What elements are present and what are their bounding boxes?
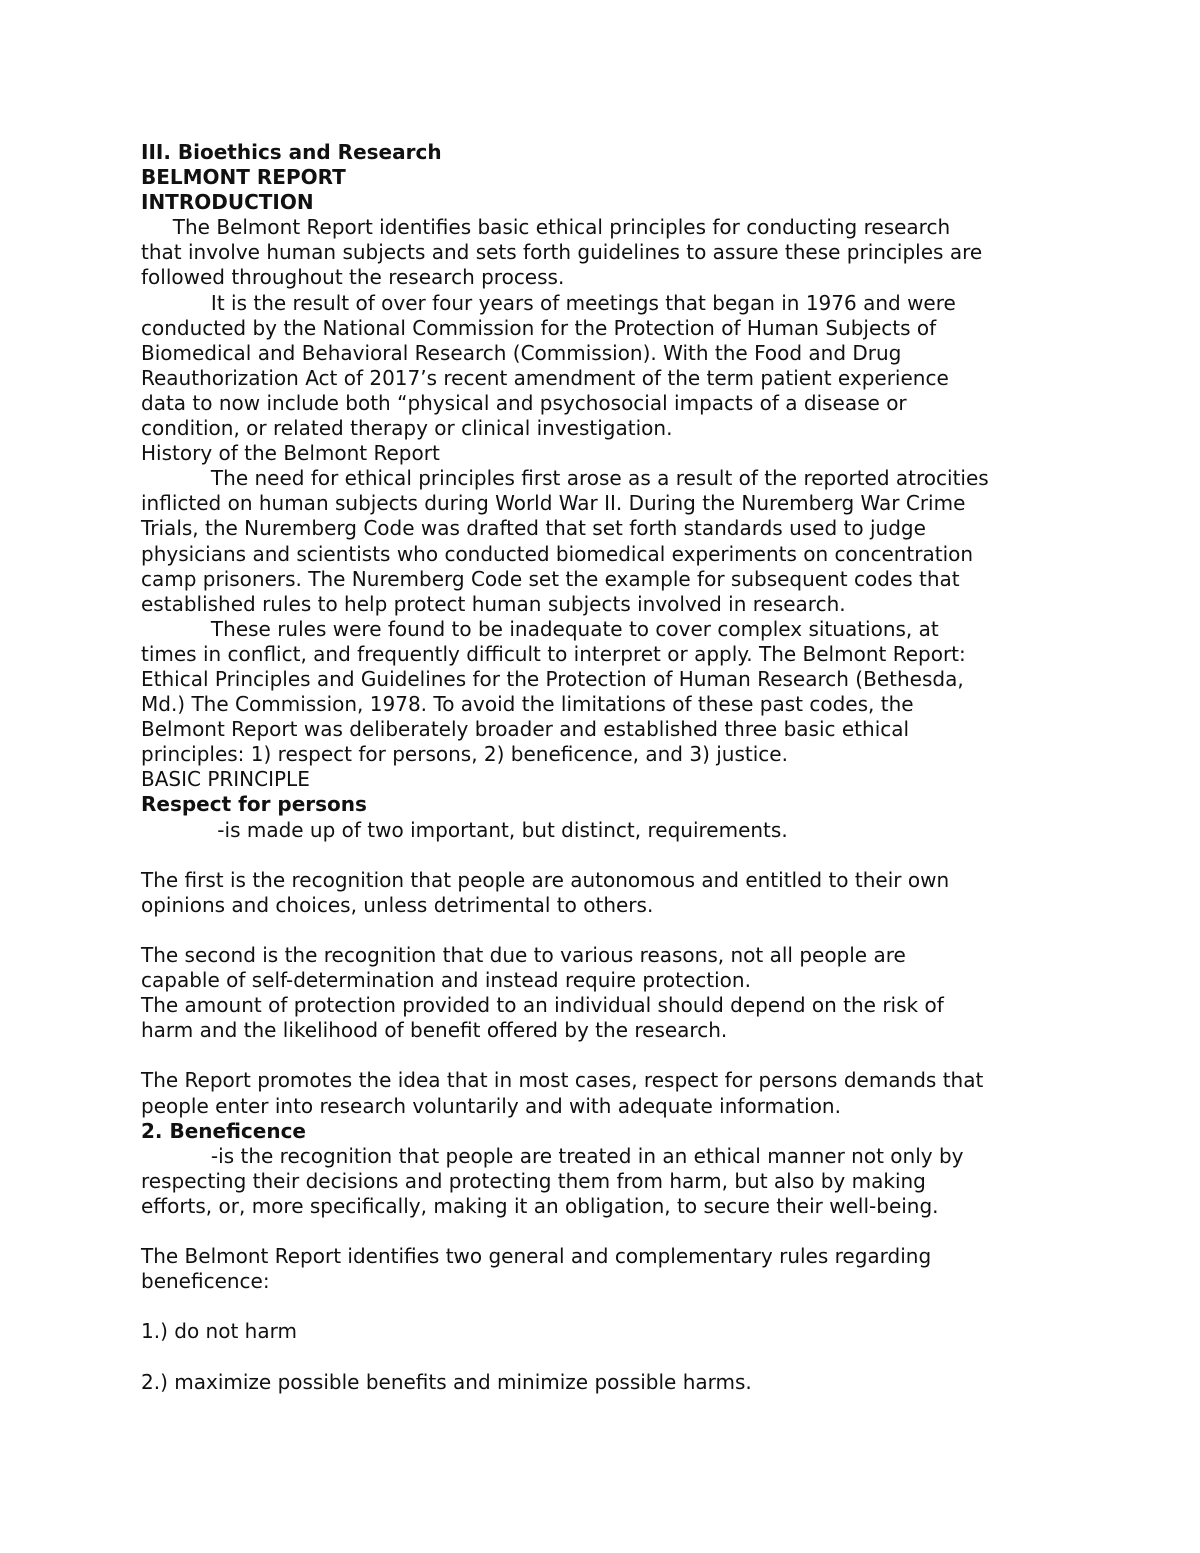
blank-line (141, 843, 1061, 868)
beneficence-heading: 2. Beneficence (141, 1118, 306, 1143)
text-line: harm and the likelihood of benefit offered by the research. (141, 1018, 728, 1043)
text-line: The Belmont Report identifies basic ethical principles for conducting research (141, 215, 951, 240)
text-line: Belmont Report was deliberately broader and established three basic ethical (141, 717, 910, 742)
text-line: efforts, or, more specifically, making it an obligation, to secure their well-being. (141, 1193, 939, 1218)
respect-paragraph-3 (141, 943, 1061, 1043)
text-line: Ethical Principles and Guidelines for the Protection of Human Research (Bethesda, (141, 666, 964, 691)
text-line: respecting their decisions and protecting them from harm, but also by making (141, 1168, 926, 1193)
text-line: Trials, the Nuremberg Code was drafted that set forth standards used to judge (141, 516, 926, 541)
beneficence-paragraph-2 (141, 1244, 1061, 1294)
blank-line (141, 1294, 1061, 1319)
text-line: established rules to help protect human subjects involved in research. (141, 591, 846, 616)
text-line: condition, or related therapy or clinical investigation. (141, 416, 673, 441)
respect-paragraph-1: -is made up of two important, but distinct, requirements. (141, 817, 788, 842)
text-line: data to now include both “physical and psychosocial impacts of a disease or (141, 390, 907, 415)
text-line: -is the recognition that people are treated in an ethical manner not only by (141, 1143, 964, 1168)
text-line: conducted by the National Commission for the Protection of Human Subjects of (141, 315, 937, 340)
rule-1: 1.) do not harm (141, 1319, 297, 1344)
text-line: that involve human subjects and sets forth guidelines to assure these principles are (141, 240, 983, 265)
text-line: The amount of protection provided to an individual should depend on the risk of (141, 993, 944, 1018)
text-line: The Belmont Report identifies two general and complementary rules regarding (141, 1244, 932, 1269)
text-line: people enter into research voluntarily and with adequate information. (141, 1093, 841, 1118)
rule-2: 2.) maximize possible benefits and minimize possible harms. (141, 1369, 752, 1394)
text-line: capable of self-determination and instead require protection. (141, 968, 751, 993)
text-line: The need for ethical principles first arose as a result of the reported atrocities (141, 466, 989, 491)
respect-heading: Respect for persons (141, 792, 367, 817)
text-line: Md.) The Commission, 1978. To avoid the limitations of these past codes, the (141, 692, 914, 717)
document-page (141, 140, 1061, 1395)
text-line: These rules were found to be inadequate to cover complex situations, at (141, 616, 939, 641)
text-line: Reauthorization Act of 2017’s recent amendment of the term patient experience (141, 365, 949, 390)
respect-paragraph-2 (141, 868, 1061, 918)
basic-principle-heading: BASIC PRINCIPLE (141, 767, 310, 792)
beneficence-paragraph-1 (141, 1144, 1061, 1219)
history-paragraph-2 (141, 617, 1061, 768)
blank-line (141, 1345, 1061, 1370)
text-line: physicians and scientists who conducted biomedical experiments on concentration (141, 541, 974, 566)
text-line: inflicted on human subjects during World War II. During the Nuremberg War Crime (141, 491, 966, 516)
text-line: beneficence: (141, 1269, 270, 1294)
text-line: times in conflict, and frequently difficult to interpret or apply. The Belmont Report: (141, 641, 966, 666)
blank-line (141, 1043, 1061, 1068)
intro-paragraph-2 (141, 291, 1061, 442)
text-line: opinions and choices, unless detrimental to others. (141, 892, 654, 917)
report-title: BELMONT REPORT (141, 165, 346, 190)
text-line: principles: 1) respect for persons, 2) beneficence, and 3) justice. (141, 742, 788, 767)
history-heading: History of the Belmont Report (141, 441, 440, 466)
text-line: Biomedical and Behavioral Research (Commission). With the Food and Drug (141, 340, 902, 365)
text-line: followed throughout the research process. (141, 265, 565, 290)
text-line: The Report promotes the idea that in most cases, respect for persons demands that (141, 1068, 984, 1093)
text-line: The second is the recognition that due to various reasons, not all people are (141, 943, 906, 967)
respect-paragraph-4 (141, 1068, 1061, 1118)
blank-line (141, 1219, 1061, 1244)
blank-line (141, 918, 1061, 943)
text-line: camp prisoners. The Nuremberg Code set the example for subsequent codes that (141, 566, 960, 591)
intro-paragraph-1 (141, 215, 1061, 290)
intro-heading: INTRODUCTION (141, 190, 314, 215)
text-line: It is the result of over four years of meetings that began in 1976 and were (141, 290, 956, 315)
history-paragraph-1 (141, 466, 1061, 617)
text-line: The first is the recognition that people are autonomous and entitled to their own (141, 867, 950, 892)
section-title: III. Bioethics and Research (141, 140, 442, 164)
